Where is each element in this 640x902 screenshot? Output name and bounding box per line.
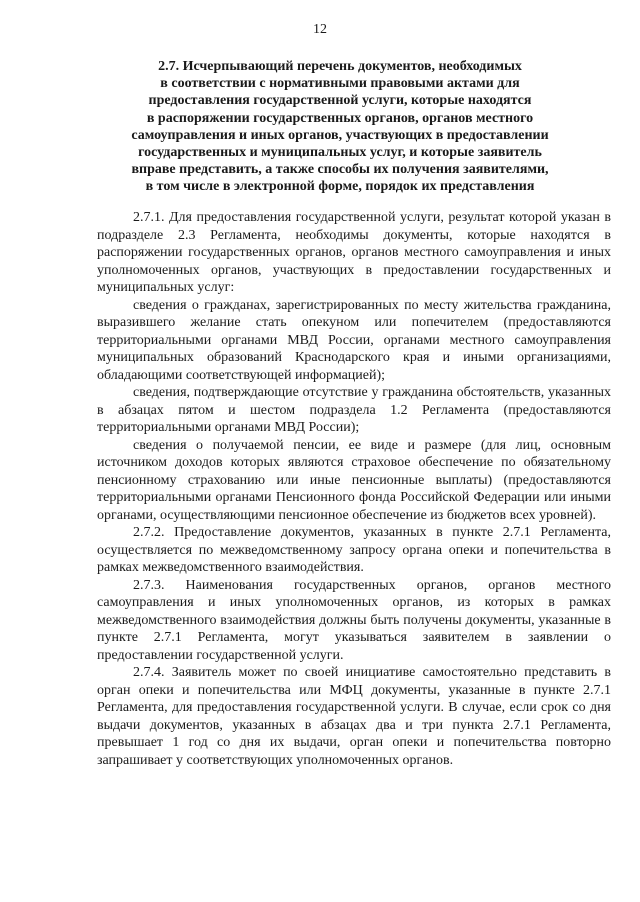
heading-line: в соответствии с нормативными правовыми актами для [160, 76, 520, 92]
heading-line: предоставления государственной услуги, которые находятся [148, 93, 532, 109]
heading-line: самоуправления и иных органов, участвующих в предоставлении [131, 127, 549, 143]
heading-line: вправе представить, а также способы их получения заявителями, [131, 162, 549, 178]
section-heading [120, 58, 560, 196]
paragraph-2-7-2: 2.7.2. Предоставление документов, указанных в пункте 2.7.1 Регламента, осуществляется по межведомственному запросу органа опеки и попечительства в рамках межведомственного взаимодействия. [97, 525, 611, 575]
heading-line: 2.7. Исчерпывающий перечень документов, необходимых [158, 59, 522, 74]
paragraph-2-7-4: 2.7.4. Заявитель может по своей инициативе самостоятельно представить в орган опеки и попечительства или МФЦ документы, указанные в пункте 2.7.1 Регламента, для предоставления государственной услуги. В случае, если срок со дня выдачи документов, указанных в абзацах два и три пункта 2.7.1 Регламента, превышает 1 год со дня их выдачи, орган опеки и попечительства повторно запрашивает у соответствующих уполномоченных органов. [97, 665, 611, 768]
paragraph-citizens-registration-info: сведения о гражданах, зарегистрированных по месту жительства гражданина, выразившего желание стать опекуном или попечителем (предоставляются территориальными органами МВД России, органами местного самоуправления муниципальных образований Краснодарского края и иными организациями, обладающими соответствующей информацией); [97, 297, 611, 383]
heading-line: в том числе в электронной форме, порядок их представления [145, 179, 535, 195]
page-number: 12 [313, 22, 327, 37]
heading-line: государственных и муниципальных услуг, и которые заявитель [138, 145, 542, 161]
paragraph-circumstances-absence-info: сведения, подтверждающие отсутствие у гражданина обстоятельств, указанных в абзацах пятом и шестом подраздела 1.2 Регламента (предоставляются территориальными органами МВД России); [97, 385, 611, 435]
paragraph-2-7-3: 2.7.3. Наименования государственных органов, органов местного самоуправления и иных уполномоченных органов, из которых в рамках межведомственного взаимодействия должны быть получены документы, указанные в пункте 2.7.1 Регламента, могут указываться заявителем в заявлении о предоставлении государственной услуги. [97, 577, 611, 663]
document-body [97, 209, 611, 769]
paragraph-2-7-1: 2.7.1. Для предоставления государственной услуги, результат которой указан в подразделе 2.3 Регламента, необходимы документы, которые находятся в распоряжении государственных органов, органов местного самоуправления и иных уполномоченных органов, участвующих в предоставлении государственных и муниципальных услуг: [97, 210, 611, 295]
paragraph-pension-info: сведения о получаемой пенсии, ее виде и размере (для лиц, основным источником доходов которых являются страховое обеспечение по обязательному пенсионному страхованию или иные пенсионные выплаты) (предоставляются территориальными органами Пенсионного фонда Российской Федерации или иными органами, осуществляющими пенсионное обеспечение из бюджетов всех уровней). [97, 437, 611, 523]
heading-line: в распоряжении государственных органов, органов местного [146, 110, 534, 126]
